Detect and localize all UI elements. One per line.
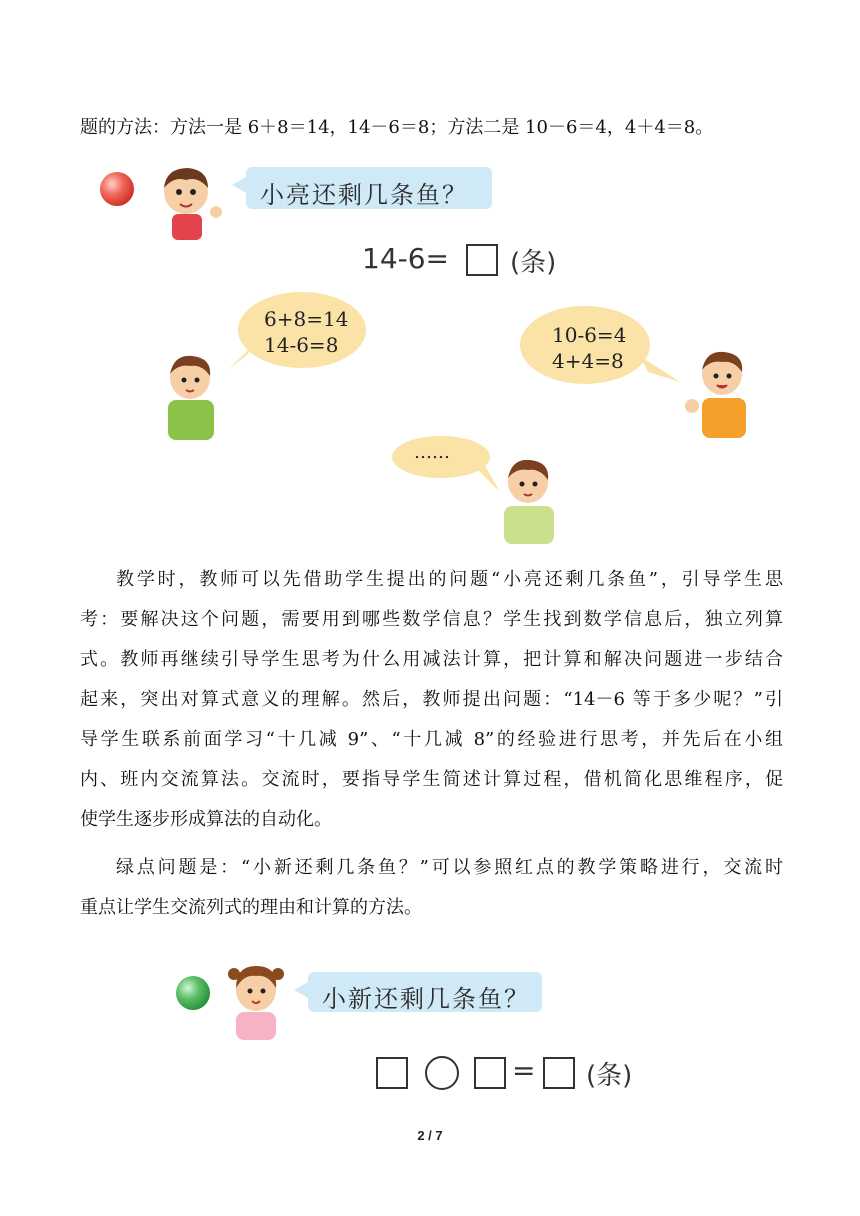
boy-yellow-icon xyxy=(496,456,562,544)
p1-line-2: 考：要解决这个问题，需要用到哪些数学信息？学生找到数学信息后，独立列算 xyxy=(80,609,783,630)
result-box[interactable] xyxy=(543,1057,575,1089)
red-dot-icon xyxy=(100,172,134,206)
p1-line-4: 起来，突出对算式意义的理解。然后，教师提出问题：“14－6 等于多少呢？”引 xyxy=(80,689,783,710)
equation-unit: (条) xyxy=(510,248,557,278)
method1-line1: 6+8=14 xyxy=(264,307,349,331)
page-number: 2 / 7 xyxy=(417,1128,443,1143)
equation-left: 14-6= xyxy=(362,242,450,275)
bubble-tail-2 xyxy=(640,352,684,386)
method1-line2: 14-6=8 xyxy=(264,333,339,357)
p1-line-1: 教学时，教师可以先借助学生提出的问题“小亮还剩几条鱼”，引导学生思 xyxy=(116,569,783,590)
operator-circle[interactable] xyxy=(425,1056,459,1090)
answer-box[interactable] xyxy=(466,244,498,276)
boy-xiaoliang-icon xyxy=(150,162,230,242)
boy-orange-icon xyxy=(680,348,760,440)
equation-unit-green: (条) xyxy=(586,1061,633,1091)
method2-line1: 10-6=4 xyxy=(552,323,627,347)
method2-bubble xyxy=(520,306,650,384)
operand-box-2[interactable] xyxy=(474,1057,506,1089)
girl-xiaoxin-icon xyxy=(222,960,292,1040)
bubble-tail-1 xyxy=(224,344,264,374)
p2-line-1: 绿点问题是：“小新还剩几条鱼？”可以参照红点的教学策略进行，交流时 xyxy=(116,857,783,878)
question-bubble-green xyxy=(308,972,542,1012)
question-bubble-red xyxy=(246,167,492,209)
intro-line: 题的方法：方法一是 6＋8＝14，14－6＝8；方法二是 10－6＝4，4＋4＝8。 xyxy=(80,117,714,138)
p1-line-3: 式。教师再继续引导学生思考为什么用减法计算，把计算和解决问题进一步结合 xyxy=(80,649,783,670)
p2-line-2: 重点让学生交流列式的理由和计算的方法。 xyxy=(80,897,422,918)
operand-box-1[interactable] xyxy=(376,1057,408,1089)
p1-line-7: 使学生逐步形成算法的自动化。 xyxy=(80,809,332,830)
p1-line-5: 导学生联系前面学习“十几减 9”、“十几减 8”的经验进行思考，并先后在小组 xyxy=(80,729,783,750)
method2-line2: 4+4=8 xyxy=(552,349,624,373)
equation-equals: = xyxy=(512,1054,536,1087)
ellipsis-text: …… xyxy=(414,442,450,463)
green-dot-icon xyxy=(176,976,210,1010)
question-text-green: 小新还剩几条鱼？ xyxy=(322,985,530,1013)
p1-line-6: 内、班内交流算法。交流时，要指导学生简述计算过程，借机简化思维程序，促 xyxy=(80,769,783,790)
boy-green-icon xyxy=(160,352,224,440)
question-text-red: 小亮还剩几条鱼？ xyxy=(260,181,468,209)
